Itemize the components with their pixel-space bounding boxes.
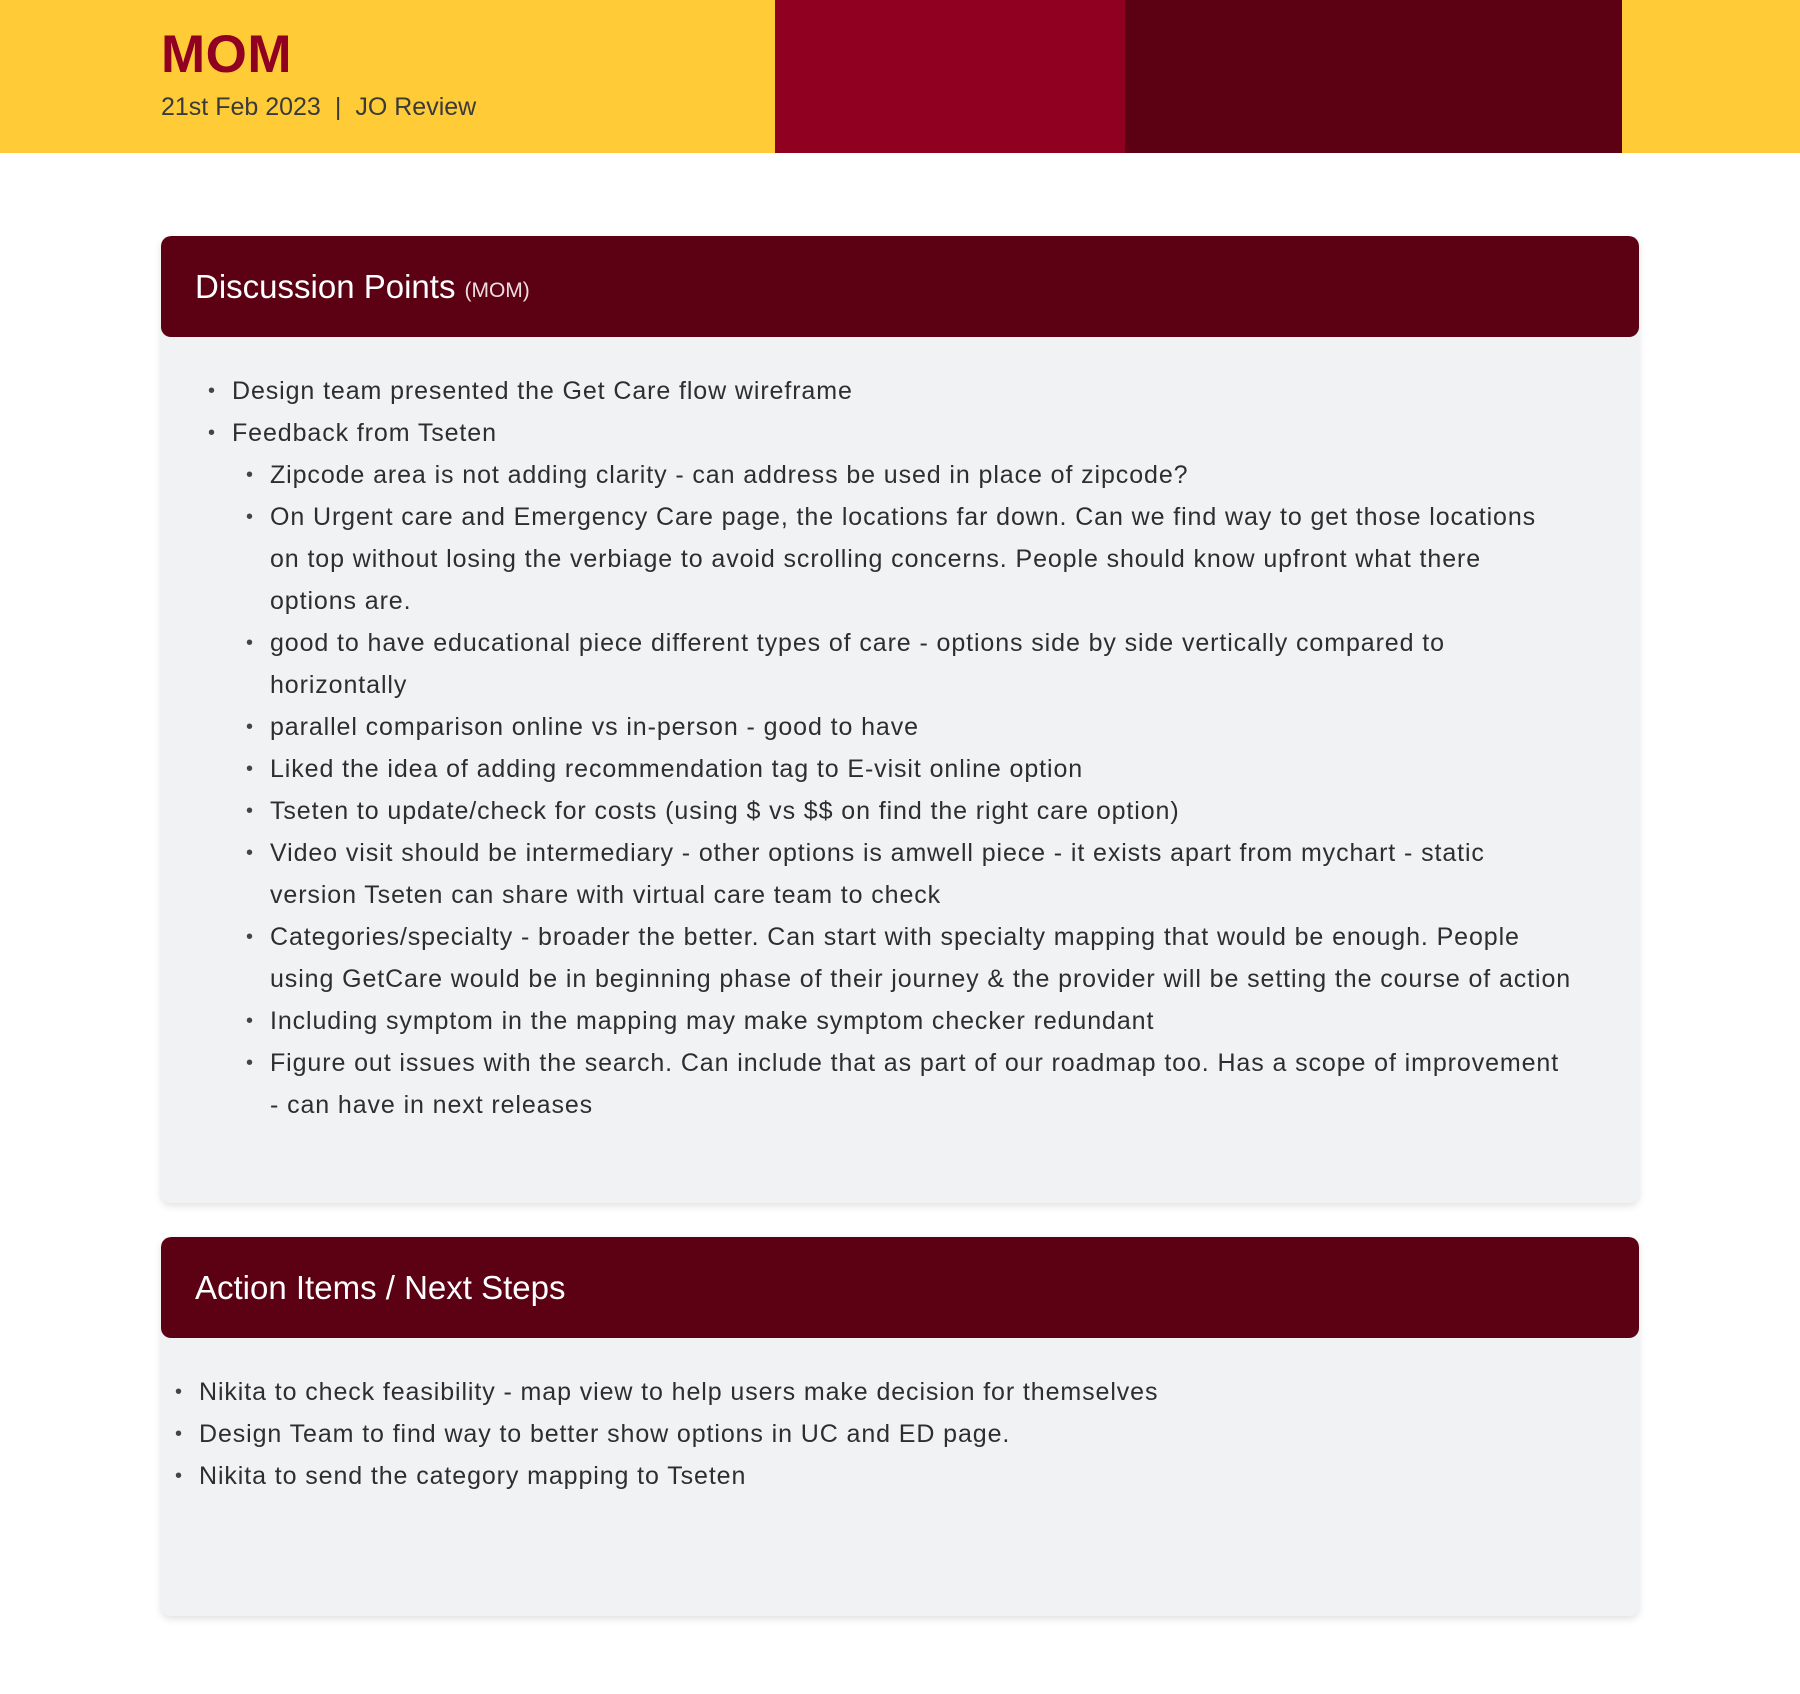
discussion-points-title: Discussion Points — [195, 267, 456, 305]
feedback-list — [232, 454, 1572, 1126]
discussion-points-body — [161, 337, 1639, 1126]
feedback-item: • Video visit should be intermediary - other options is amwell piece - it exists apart from mychart - static version Tseten can share with virtual care team to check — [270, 832, 1572, 916]
action-item: • Design Team to find way to better show options in UC and ED page. — [199, 1413, 1639, 1455]
feedback-item: • Tseten to update/check for costs (using $ vs $$ on find the right care option) — [270, 790, 1572, 832]
meeting-meta — [161, 92, 476, 122]
header-banner — [0, 0, 1800, 153]
action-items-header — [161, 1237, 1639, 1338]
feedback-item: • On Urgent care and Emergency Care page, the locations far down. Can we find way to get those locations on top without losing the verbiage to avoid scrolling concerns. People should know upfront what there options are. — [270, 496, 1572, 622]
banner-red-band — [775, 0, 1125, 153]
list-item — [232, 412, 1639, 1126]
action-item: • Nikita to check feasibility - map view to help users make decision for themselves — [199, 1371, 1639, 1413]
action-item: • Nikita to send the category mapping to Tseten — [199, 1455, 1639, 1497]
discussion-points-note: (MOM) — [464, 278, 530, 302]
list-item-label: Feedback from Tseten — [232, 419, 497, 447]
action-items-body — [161, 1338, 1639, 1497]
feedback-item: • Categories/specialty - broader the better. Can start with specialty mapping that would be enough. People using GetCare would be in beginning phase of their journey & the provider will be setting the course of action — [270, 916, 1572, 1000]
feedback-item: • Figure out issues with the search. Can include that as part of our roadmap too. Has a scope of improvement - can have in next releases — [270, 1042, 1572, 1126]
meeting-date: 21st Feb 2023 — [161, 93, 321, 121]
discussion-list — [232, 370, 1639, 1126]
meta-separator: | — [334, 93, 342, 121]
meeting-name: JO Review — [355, 93, 477, 121]
banner-maroon-band — [1125, 0, 1622, 153]
feedback-item: • good to have educational piece different types of care - options side by side vertically compared to horizontally — [270, 622, 1572, 706]
page-title: MOM — [161, 25, 293, 84]
action-items-card — [161, 1237, 1639, 1616]
discussion-points-header — [161, 236, 1639, 337]
feedback-item: • Zipcode area is not adding clarity - can address be used in place of zipcode? — [270, 454, 1572, 496]
feedback-item: • Including symptom in the mapping may make symptom checker redundant — [270, 1000, 1572, 1042]
feedback-item: • Liked the idea of adding recommendation tag to E-visit online option — [270, 748, 1572, 790]
discussion-points-card — [161, 236, 1639, 1203]
action-list — [199, 1371, 1639, 1497]
action-items-title: Action Items / Next Steps — [195, 1268, 566, 1306]
list-item: • Design team presented the Get Care flow wireframe — [232, 370, 1639, 412]
feedback-item: • parallel comparison online vs in-person - good to have — [270, 706, 1572, 748]
